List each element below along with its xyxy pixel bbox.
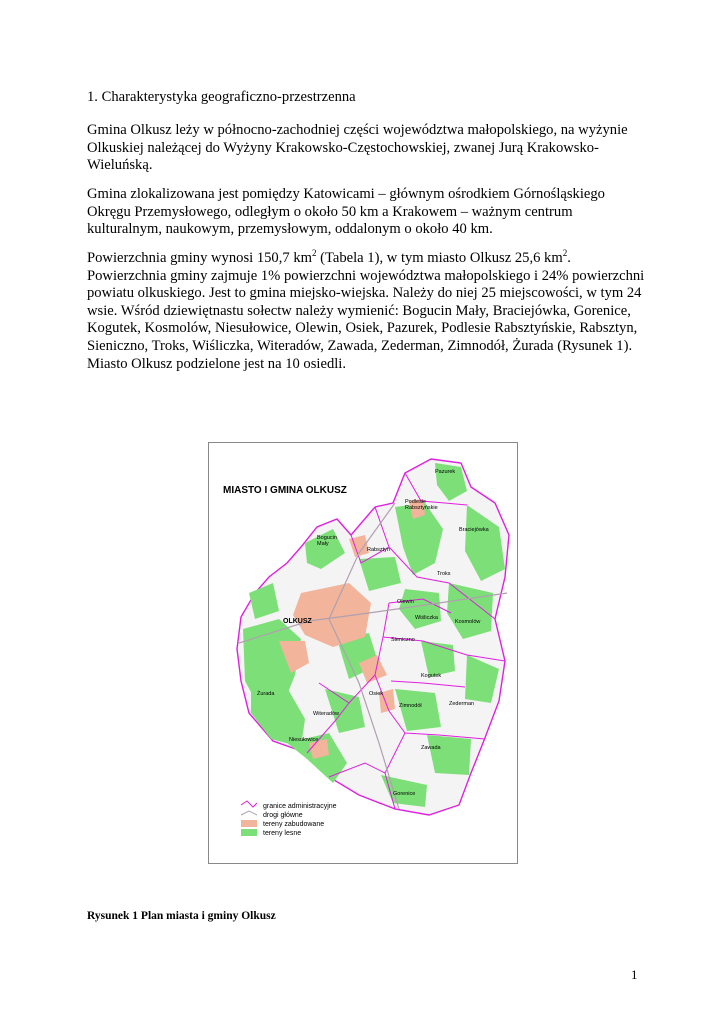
area-text-a: Powierzchnia gminy wynosi 150,7 km <box>87 250 312 266</box>
label-olkusz: OLKUSZ <box>283 618 312 625</box>
label-wisliczka: Wiśliczka <box>415 615 438 621</box>
superscript-2: 2 <box>562 248 568 258</box>
label-podlesie: Podlesie Rabsztyńskie <box>405 499 438 511</box>
paragraph-area <box>87 250 647 373</box>
label-rabsztyn: Rabsztyn <box>367 547 390 553</box>
label-zederman: Zederman <box>449 701 475 707</box>
label-olewin: Olewin <box>397 599 414 605</box>
page-number: 1 <box>631 967 638 982</box>
label-bogucin: Bogucin Mały <box>317 535 337 547</box>
label-sieniczno: Sieniczno <box>391 637 415 643</box>
map-legend <box>241 801 337 837</box>
label-zurada: Żurada <box>257 691 275 697</box>
label-troks: Troks <box>437 571 451 577</box>
label-zawada: Zawada <box>421 745 441 751</box>
label-pazurek: Pazurek <box>435 469 456 475</box>
paragraph-location: Gmina Olkusz leży w północno-zachodniej części województwa małopolskiego, na wyżynie Olkuskiej należącej do Wyżyny Krakowsko-Częstochowskiej, zwanej Jurą Krakowsko-Wieluńską. <box>87 122 628 174</box>
legend-symbol-built <box>241 820 257 827</box>
label-niesulowice: Niesułowice <box>289 737 319 743</box>
label-witeradow: Witeradów <box>313 711 339 717</box>
label-braciejowka: Braciejówka <box>459 527 489 533</box>
paragraph-position: Gmina zlokalizowana jest pomiędzy Katowicami – głównym ośrodkiem Górnośląskiego Okręgu Przemysłowego, odległym o około 50 km a Krakowem – ważnym centrum kulturalnym, naukowym, przemysłowym, oddalonym o około 40 km. <box>87 186 605 238</box>
area-text-b: (Tabela 1), w tym miasto Olkusz 25,6 km <box>316 250 563 266</box>
label-kogutek: Kogutek <box>421 673 442 679</box>
label-kosmolow: Kosmolów <box>455 619 481 625</box>
label-zimnodol: Zimnodół <box>399 703 422 709</box>
map-title: MIASTO I GMINA OLKUSZ <box>223 485 347 496</box>
label-gorenice: Gorenice <box>393 791 416 797</box>
legend-boundaries: granice administracyjne <box>263 803 337 810</box>
legend-symbol-boundary <box>241 801 257 807</box>
section-heading: 1. Charakterystyka geograficzno-przestrzenna <box>87 89 356 105</box>
superscript-1: 2 <box>311 248 317 258</box>
map-svg <box>209 443 517 863</box>
label-osiek: Osiek <box>369 691 384 697</box>
legend-roads: drogi główne <box>263 812 303 819</box>
legend-forest: tereny lesne <box>263 830 302 837</box>
legend-symbol-road <box>241 811 257 815</box>
area-text-c: . Powierzchnia gminy zajmuje 1% powierzchni województwa małopolskiego i 24% powierzchni powiatu olkuskiego. Jest to gmina miejsko-wiejska. Należy do niej 25 miejscowości, w tym 24 wsie. Wśród dziewiętnastu sołectw należy wymienić: Bogucin Mały, Braciejówka, Gorenice, Kogutek, Kosmolów, Niesułowice, Olewin, Osiek, Pazurek, Podlesie Rabsztyńskie, Rabsztyn, Sieniczno, Troks, Wiśliczka, Witeradów, Zawada, Zederman, Zimnodół, Żurada (Rysunek 1). Miasto Olkusz podzielone jest na 10 osiedli. <box>87 250 645 372</box>
legend-symbol-forest <box>241 829 257 836</box>
map-figure <box>208 442 518 864</box>
figure-caption: Rysunek 1 Plan miasta i gminy Olkusz <box>87 910 276 922</box>
legend-built: tereny zabudowane <box>263 821 325 828</box>
